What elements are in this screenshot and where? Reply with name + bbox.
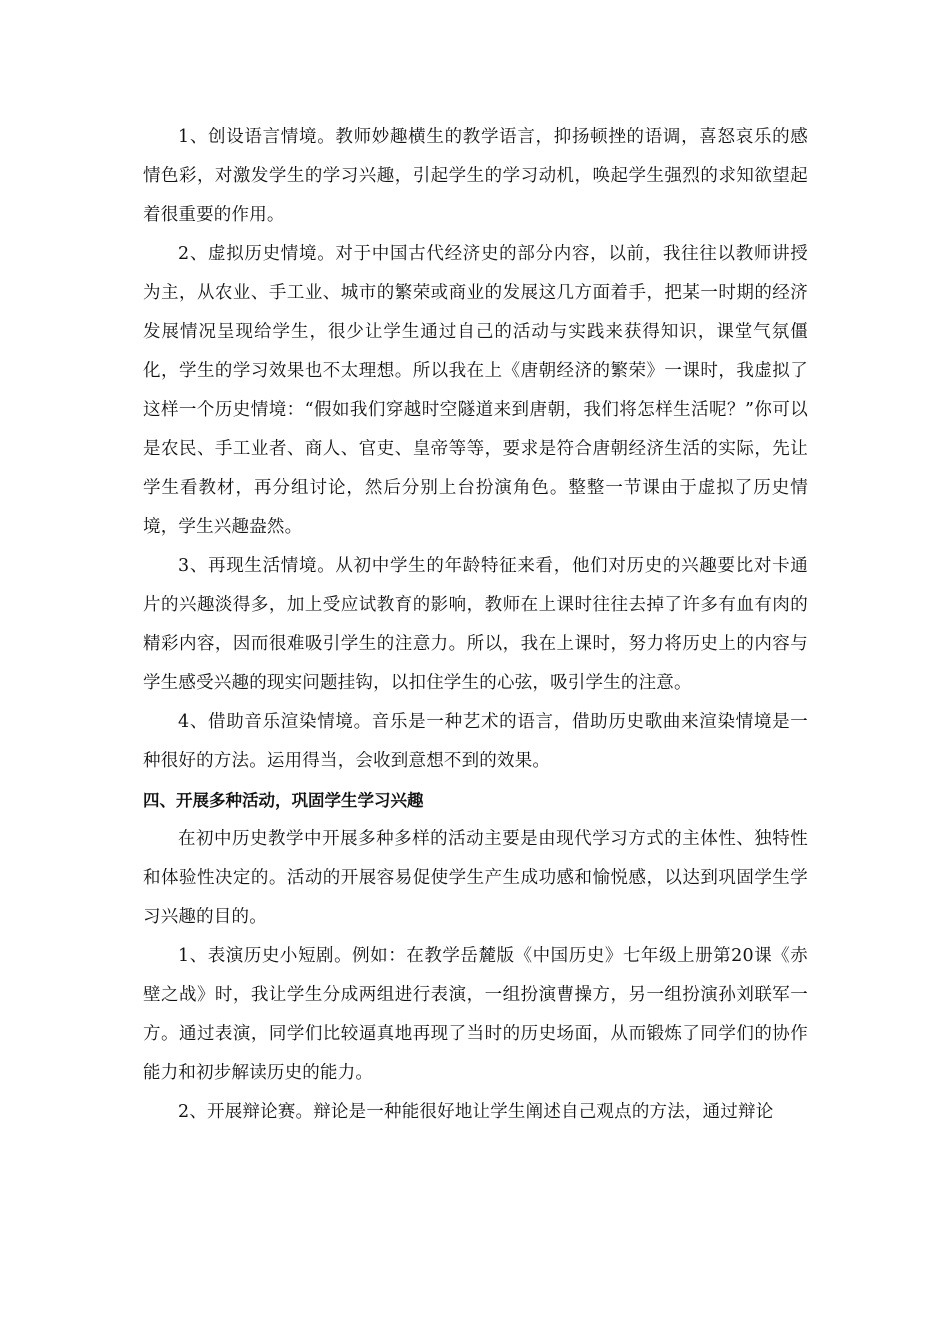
paragraph-life-situation: 3、再现生活情境。从初中学生的年龄特征来看，他们对历史的兴趣要比对卡通片的兴趣淡得多，加上受应试教育的影响，教师在上课时往往去掉了许多有血有肉的精彩内容，因而很难吸引学生的注意力。所以，我在上课时，努力将历史上的内容与学生感受兴趣的现实问题挂钩，以扣住学生的心弦，吸引学生的注意。 <box>143 556 808 693</box>
paragraph-activities-intro: 在初中历史教学中开展多种多样的活动主要是由现代学习方式的主体性、独特性和体验性决定的。活动的开展容易促使学生产生成功感和愉悦感，以达到巩固学生学习兴趣的目的。 <box>143 829 808 927</box>
paragraph-short-play: 1、表演历史小短剧。例如：在教学岳麓版《中国历史》七年级上册第20课《赤壁之战》时，我让学生分成两组进行表演，一组扮演曹操方，另一组扮演孙刘联军一方。通过表演，同学们比较逼真地再现了当时的历史场面，从而锻炼了同学们的协作能力和初步解读历史的能力。 <box>143 946 808 1083</box>
section-heading: 四、开展多种活动，巩固学生学习兴趣 <box>143 791 424 810</box>
paragraph-debate: 2、开展辩论赛。辩论是一种能很好地让学生阐述自己观点的方法，通过辩论 <box>178 1102 774 1122</box>
paragraph-music-situation: 4、借助音乐渲染情境。音乐是一种艺术的语言，借助历史歌曲来渲染情境是一种很好的方法。运用得当，会收到意想不到的效果。 <box>143 712 808 771</box>
document-body <box>143 118 808 1132</box>
paragraph-virtual-history: 2、虚拟历史情境。对于中国古代经济史的部分内容，以前，我往往以教师讲授为主，从农业、手工业、城市的繁荣或商业的发展这几方面着手，把某一时期的经济发展情况呈现给学生，很少让学生通过自己的活动与实践来获得知识，课堂气氛僵化，学生的学习效果也不太理想。所以我在上《唐朝经济的繁荣》一课时，我虚拟了这样一个历史情境：“假如我们穿越时空隧道来到唐朝，我们将怎样生活呢？”你可以是农民、手工业者、商人、官吏、皇帝等等，要求是符合唐朝经济生活的实际，先让学生看教材，再分组讨论，然后分别上台扮演角色。整整一节课由于虚拟了历史情境，学生兴趣盎然。 <box>143 244 808 537</box>
paragraph-language-situation: 1、创设语言情境。教师妙趣横生的教学语言，抑扬顿挫的语调，喜怒哀乐的感情色彩，对激发学生的学习兴趣，引起学生的学习动机，唤起学生强烈的求知欲望起着很重要的作用。 <box>143 127 808 225</box>
